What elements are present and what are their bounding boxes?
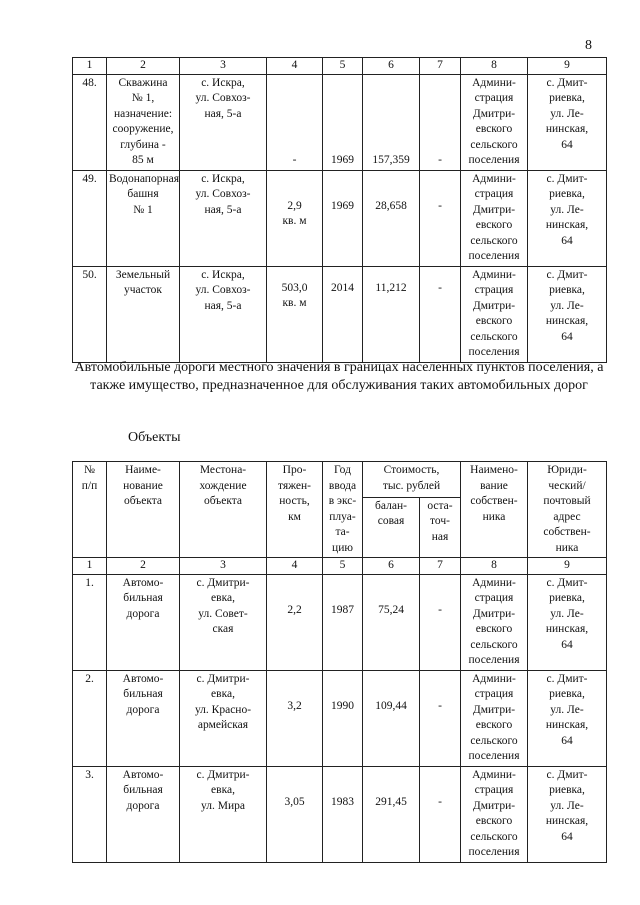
cell-address: с. Дмит- риевка, ул. Ле- нинская, 64 — [528, 670, 607, 766]
cell-address: с. Дмит- риевка, ул. Ле- нинская, 64 — [528, 74, 607, 170]
cell-no: 1. — [73, 574, 107, 670]
header-year: Год ввода в экс- плуа- та- цию — [323, 462, 363, 558]
col-number: 4 — [267, 58, 323, 75]
cell-residual: - — [420, 266, 461, 362]
cell-no: 50. — [73, 266, 107, 362]
table-row — [73, 266, 607, 362]
col-number: 5 — [323, 58, 363, 75]
col-number: 3 — [180, 58, 267, 75]
cell-year: 1969 — [323, 74, 363, 170]
col-number: 8 — [461, 558, 528, 575]
col-number: 2 — [107, 558, 180, 575]
header-balance: балан- совая — [363, 497, 420, 558]
col-number: 2 — [107, 58, 180, 75]
cell-name: Автомо- бильная дорога — [107, 574, 180, 670]
table-row — [73, 170, 607, 266]
header-owner: Наимено- вание собствен- ника — [461, 462, 528, 558]
cell-length: 2,2 — [267, 574, 323, 670]
property-table-continued — [72, 57, 607, 363]
col-number: 3 — [180, 558, 267, 575]
table-row — [73, 766, 607, 862]
roads-table — [72, 461, 607, 863]
cell-residual: - — [420, 74, 461, 170]
cell-location: с. Дмитри- евка, ул. Совет- ская — [180, 574, 267, 670]
cell-name: Земельный участок — [107, 266, 180, 362]
cell-address: с. Дмит- риевка, ул. Ле- нинская, 64 — [528, 574, 607, 670]
cell-name: Водонапорная башня № 1 — [107, 170, 180, 266]
cell-no: 2. — [73, 670, 107, 766]
cell-no: 49. — [73, 170, 107, 266]
table-row — [73, 574, 607, 670]
cell-balance: 75,24 — [363, 574, 420, 670]
col-number: 7 — [420, 58, 461, 75]
cell-length: 2,9 кв. м — [267, 170, 323, 266]
cell-year: 1969 — [323, 170, 363, 266]
cell-location: с. Искра, ул. Совхоз- ная, 5-а — [180, 74, 267, 170]
cell-year: 1983 — [323, 766, 363, 862]
cell-length: 3,05 — [267, 766, 323, 862]
col-number: 9 — [528, 58, 607, 75]
page-number: 8 — [585, 38, 592, 53]
col-number: 1 — [73, 58, 107, 75]
cell-balance: 11,212 — [363, 266, 420, 362]
col-number: 5 — [323, 558, 363, 575]
section-heading: Автомобильные дороги местного значения в границах населенных пунктов поселения, а также имущество, предназначенное для обслуживания таких автомобильных дорог — [74, 360, 604, 393]
cell-name: Автомо- бильная дорога — [107, 670, 180, 766]
cell-owner: Админи- страция Дмитри- евского сельского поселения — [461, 170, 528, 266]
cell-length: 3,2 — [267, 670, 323, 766]
cell-owner: Админи- страция Дмитри- евского сельского поселения — [461, 766, 528, 862]
cell-balance: 291,45 — [363, 766, 420, 862]
cell-no: 3. — [73, 766, 107, 862]
cell-name: Автомо- бильная дорога — [107, 766, 180, 862]
cell-length: 503,0 кв. м — [267, 266, 323, 362]
col-number: 6 — [363, 558, 420, 575]
cell-balance: 109,44 — [363, 670, 420, 766]
col-number: 1 — [73, 558, 107, 575]
header-location: Местона- хождение объекта — [180, 462, 267, 558]
table-row — [73, 670, 607, 766]
cell-no: 48. — [73, 74, 107, 170]
cell-length: - — [267, 74, 323, 170]
cell-owner: Админи- страция Дмитри- евского сельского поселения — [461, 74, 528, 170]
cell-address: с. Дмит- риевка, ул. Ле- нинская, 64 — [528, 766, 607, 862]
header-no: № п/п — [73, 462, 107, 558]
cell-owner: Админи- страция Дмитри- евского сельского поселения — [461, 574, 528, 670]
header-residual: оста- точ- ная — [420, 497, 461, 558]
cell-year: 1990 — [323, 670, 363, 766]
column-number-row — [73, 58, 607, 75]
cell-location: с. Дмитри- евка, ул. Красно- армейская — [180, 670, 267, 766]
cell-address: с. Дмит- риевка, ул. Ле- нинская, 64 — [528, 170, 607, 266]
cell-location: с. Искра, ул. Совхоз- ная, 5-а — [180, 170, 267, 266]
cell-balance: 28,658 — [363, 170, 420, 266]
cell-year: 2014 — [323, 266, 363, 362]
cell-address: с. Дмит- риевка, ул. Ле- нинская, 64 — [528, 266, 607, 362]
cell-year: 1987 — [323, 574, 363, 670]
cell-residual: - — [420, 574, 461, 670]
cell-owner: Админи- страция Дмитри- евского сельского поселения — [461, 670, 528, 766]
cell-residual: - — [420, 670, 461, 766]
column-number-row — [73, 558, 607, 575]
col-number: 6 — [363, 58, 420, 75]
col-number: 9 — [528, 558, 607, 575]
cell-location: с. Дмитри- евка, ул. Мира — [180, 766, 267, 862]
cell-residual: - — [420, 170, 461, 266]
table-row — [73, 74, 607, 170]
header-address: Юриди- ческий/ почтовый адрес собствен- ника — [528, 462, 607, 558]
cell-residual: - — [420, 766, 461, 862]
objects-label: Объекты — [128, 430, 181, 445]
header-cost: Стоимость, тыс. рублей — [363, 462, 461, 498]
cell-location: с. Искра, ул. Совхоз- ная, 5-а — [180, 266, 267, 362]
header-length: Про- тяжен- ность, км — [267, 462, 323, 558]
header-row — [73, 462, 607, 498]
cell-owner: Админи- страция Дмитри- евского сельского поселения — [461, 266, 528, 362]
header-name: Наиме- нование объекта — [107, 462, 180, 558]
col-number: 4 — [267, 558, 323, 575]
col-number: 8 — [461, 58, 528, 75]
cell-balance: 157,359 — [363, 74, 420, 170]
cell-name: Скважина № 1, назначение: сооружение, глубина - 85 м — [107, 74, 180, 170]
col-number: 7 — [420, 558, 461, 575]
